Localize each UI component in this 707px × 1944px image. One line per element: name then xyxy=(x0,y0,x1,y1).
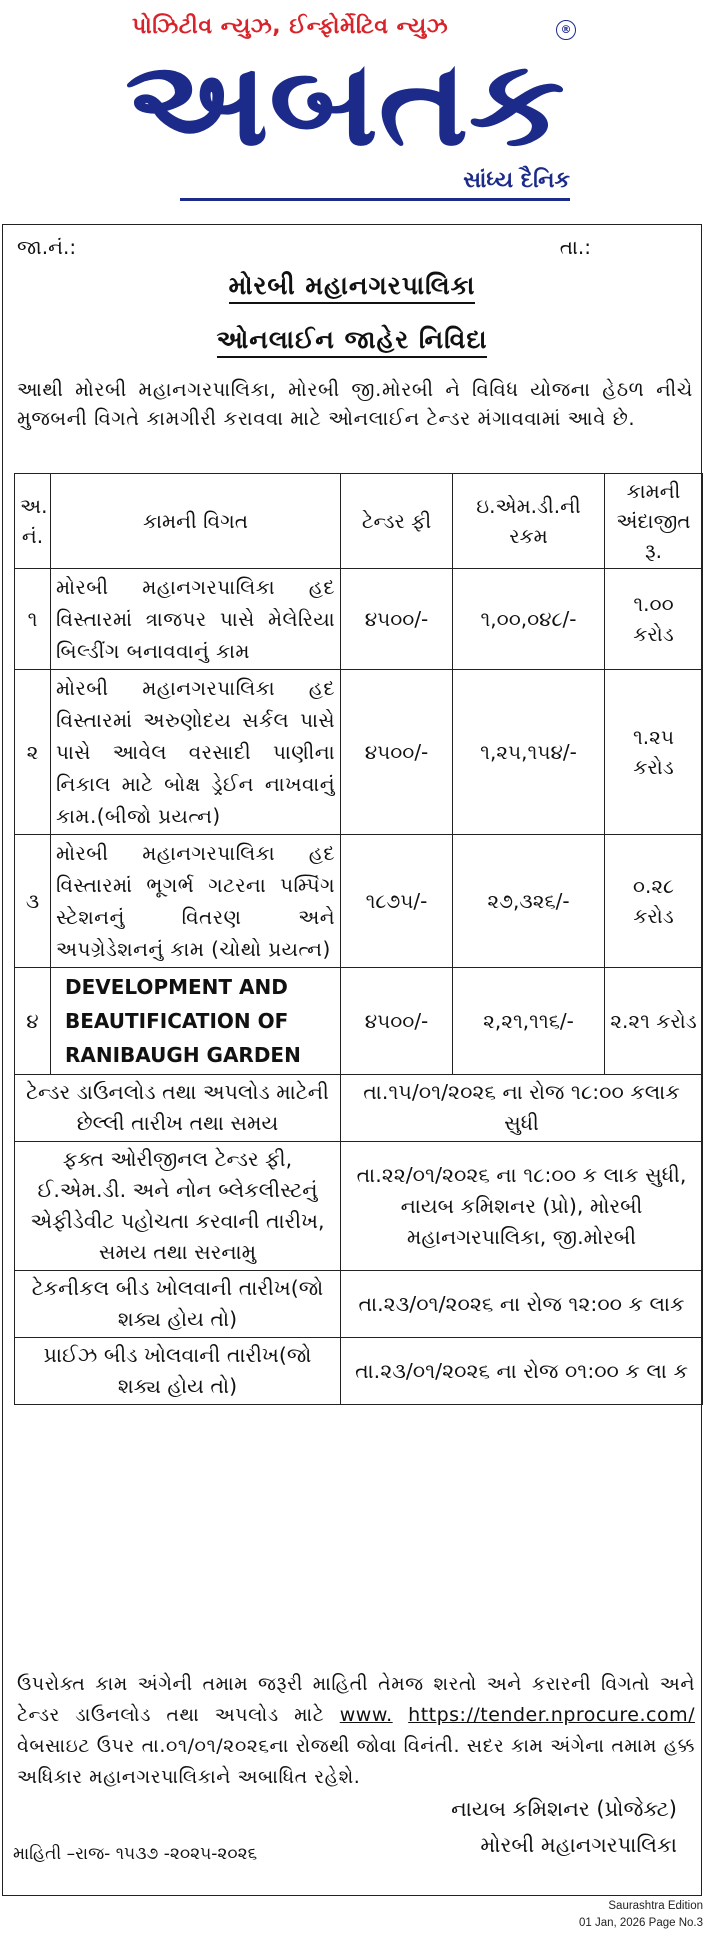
notice-intro: આથી મોરબી મહાનગરપાલિકા, મોરબી જી.મોરબી ને વિવિધ યોજના હેઠળ નીચે મુજબની વિગતે કામગીરી કરાવવા માટે ઓનલાઈન ટેન્ડર મંગાવવામાં આવે છે. xyxy=(17,378,693,430)
tender-notice xyxy=(2,224,702,1896)
notice-title xyxy=(3,325,701,355)
schedule-row xyxy=(15,1142,703,1271)
authority-title xyxy=(3,271,701,301)
row-estimated-cost: ૨.૨૧ કરોડ xyxy=(605,968,703,1075)
footer-text-after-link: વેબસાઇટ ઉપર તા.૦૧/૦૧/૨૦૨૬ના રોજથી જોવા વિનંતી. સદર કામ અંગેના તમામ હક્ક અધિકાર મહાનગરપાલિકાને અબાધિત રહેશે. xyxy=(17,1735,695,1788)
notice-title-text: ઓનલાઈન જાહેર નિવિદા xyxy=(217,325,488,358)
row-number: ૪ xyxy=(15,968,51,1075)
schedule-value: તા.૨૩/૦૧/૨૦૨૬ ના રોજ ૧૨:૦૦ ક લાક xyxy=(341,1271,703,1338)
edition-date-page: 01 Jan, 2026 Page No.3 xyxy=(578,1917,703,1929)
masthead-divider xyxy=(180,198,570,201)
masthead-tagline: પોઝિટીવ ન્યુઝ, ઈન્ફોર્મેટિવ ન્યુઝ xyxy=(132,14,449,39)
row-number: ૨ xyxy=(15,670,51,835)
footer-paragraph xyxy=(17,1669,695,1793)
row-work-detail: DEVELOPMENT AND BEAUTIFICATION OF RANIBAUGH GARDEN xyxy=(51,968,341,1075)
schedule-row xyxy=(15,1271,703,1338)
table-row xyxy=(15,670,703,835)
tender-website-link[interactable]: https://tender.nprocure.com/ xyxy=(408,1704,696,1726)
table-header-row xyxy=(15,474,703,569)
logo-wordmark: અબતક xyxy=(125,44,565,164)
website-www-link[interactable]: www. xyxy=(339,1704,393,1726)
masthead-subtitle: સાંધ્ય દૈનિક xyxy=(463,168,570,193)
schedule-value: તા.૨૩/૦૧/૨૦૨૬ ના રોજ ૦૧:૦૦ ક લા ક xyxy=(341,1338,703,1405)
edition-name: Saurashtra Edition xyxy=(608,1900,703,1912)
row-estimated-cost: ૧.૨૫ કરોડ xyxy=(605,670,703,835)
row-work-detail: મોરબી મહાનગરપાલિકા હદ વિસ્તારમાં ભૂગર્ભ ગટરના પમ્પિંગ સ્ટેશનનું વિતરણ અને અપગ્રેડેશનનું કામ (ચોથો પ્રયત્ન) xyxy=(51,835,341,968)
schedule-label: ટેકનીકલ બીડ ખોલવાની તારીખ(જો શક્ય હોય તો) xyxy=(15,1271,341,1338)
schedule-row xyxy=(15,1338,703,1405)
schedule-label: પ્રાઈઝ બીડ ખોલવાની તારીખ(જો શક્ય હોય તો) xyxy=(15,1338,341,1405)
header-estimated-cost: કામની અંદાજીત રૂ. xyxy=(605,474,703,569)
reference-number-label: જા.નં.: xyxy=(17,235,77,259)
table-row xyxy=(15,968,703,1075)
row-estimated-cost: ૧.૦૦ કરોડ xyxy=(605,569,703,670)
row-number: ૩ xyxy=(15,835,51,968)
schedule-label: ટેન્ડર ડાઉનલોડ તથા અપલોડ માટેની છેલ્લી તારીખ તથા સમય xyxy=(15,1075,341,1142)
schedule-label: ફક્ત ઓરીજીનલ ટેન્ડર ફી, ઈ.એમ.ડી. અને નોન બ્લેકલીસ્ટનું એફીડેવીટ પહોચતા કરવાની તારીખ, સમય તથા સરનામુ xyxy=(15,1142,341,1271)
row-tender-fee: ૪૫૦૦/- xyxy=(341,569,453,670)
table-row xyxy=(15,569,703,670)
footer-text-before-link: ઉપરોક્ત કામ અંગેની તમામ જરૂરી માહિતી તેમજ શરતો અને કરારની વિગતો અને ટેન્ડર ડાઉનલોડ તથા અપલોડ માટે xyxy=(17,1673,695,1726)
row-emd-amount: ૨૭,૩૨૬/- xyxy=(453,835,605,968)
table-row xyxy=(15,835,703,968)
information-code: માહિતી –રાજ- ૧૫૩૭ -૨૦૨૫-૨૦૨૬ xyxy=(13,1844,258,1864)
row-tender-fee: ૪૫૦૦/- xyxy=(341,968,453,1075)
header-emd-amount: ઇ.એમ.ડી.ની રકમ xyxy=(453,474,605,569)
row-emd-amount: ૧,૨૫,૧૫૪/- xyxy=(453,670,605,835)
row-number: ૧ xyxy=(15,569,51,670)
abtak-logo xyxy=(120,44,570,164)
tender-table xyxy=(14,473,703,1405)
row-estimated-cost: ૦.૨૮ કરોડ xyxy=(605,835,703,968)
signatory-organization: મોરબી મહાનગરપાલિકા xyxy=(480,1833,677,1857)
row-work-detail: મોરબી મહાનગરપાલિકા હદ વિસ્તારમાં ત્રાજપર પાસે મેલેરિયા બિલ્ડીંગ બનાવવાનું કામ xyxy=(51,569,341,670)
schedule-row xyxy=(15,1075,703,1142)
row-work-detail: મોરબી મહાનગરપાલિકા હદ વિસ્તારમાં અરુણોદય સર્કલ પાસે પાસે આવેલ વરસાદી પાણીના નિકાલ માટે બોક્ષ ડ્રેઈન નાખવાનું કામ.(બીજો પ્રયત્ન) xyxy=(51,670,341,835)
header-tender-fee: ટેન્ડર ફી xyxy=(341,474,453,569)
row-tender-fee: ૧૮૭૫/- xyxy=(341,835,453,968)
edition-info xyxy=(579,1898,703,1932)
header-sr-no: અ. નં. xyxy=(15,474,51,569)
row-tender-fee: ૪૫૦૦/- xyxy=(341,670,453,835)
row-emd-amount: ૨,૨૧,૧૧૬/- xyxy=(453,968,605,1075)
signatory-title: નાયબ કમિશનર (પ્રોજેક્ટ) xyxy=(451,1797,677,1821)
header-work-detail: કામની વિગત xyxy=(51,474,341,569)
schedule-value: તા.૨૨/૦૧/૨૦૨૬ ના ૧૮:૦૦ ક લાક સુધી, નાયબ કમિશનર (પ્રો), મોરબી મહાનગરપાલિકા, જી.મોરબી xyxy=(341,1142,703,1271)
registered-mark: ® xyxy=(556,20,576,40)
masthead xyxy=(0,0,707,215)
date-label: તા.: xyxy=(559,235,591,259)
row-emd-amount: ૧,૦૦,૦૪૮/- xyxy=(453,569,605,670)
authority-title-text: મોરબી મહાનગરપાલિકા xyxy=(229,271,476,304)
schedule-value: તા.૧૫/૦૧/૨૦૨૬ ના રોજ ૧૮:૦૦ કલાક સુધી xyxy=(341,1075,703,1142)
